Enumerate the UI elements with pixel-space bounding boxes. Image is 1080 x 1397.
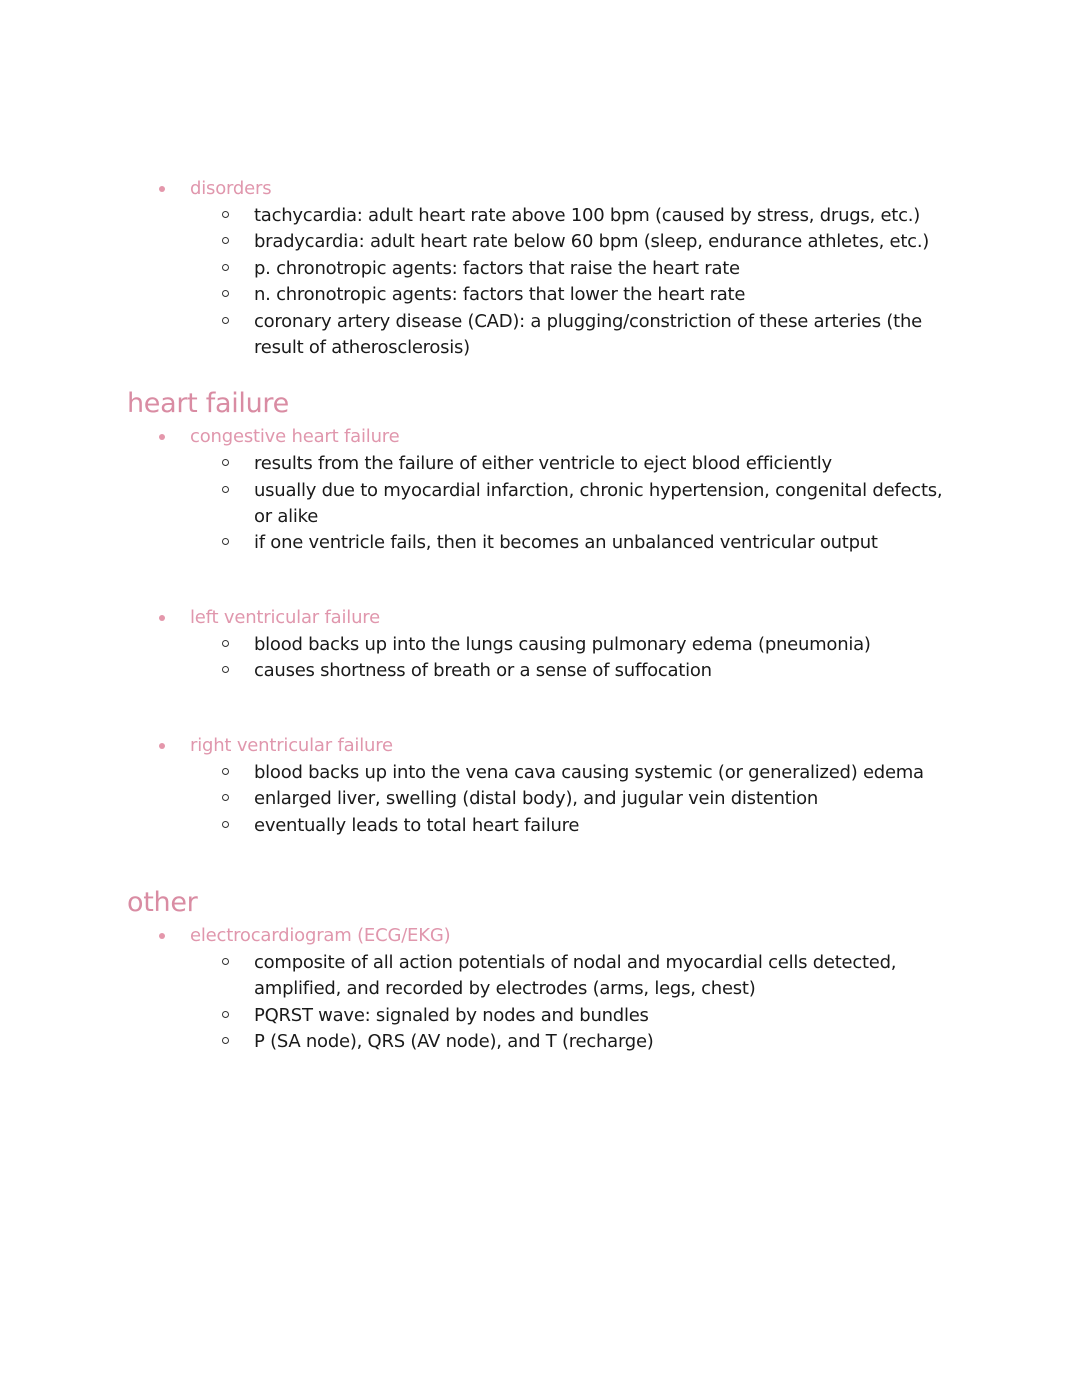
topic-label: congestive heart failure xyxy=(190,426,400,447)
topic-label: left ventricular failure xyxy=(190,607,380,628)
hollow-circle-bullet-icon xyxy=(222,794,229,801)
hollow-circle-bullet-icon xyxy=(222,640,229,647)
list-item-text: causes shortness of breath or a sense of suffocation xyxy=(254,660,712,681)
hollow-circle-bullet-icon xyxy=(222,1011,229,1018)
list-item-text: coronary artery disease (CAD): a plugging/constriction of these arteries (the result of atherosclerosis) xyxy=(254,311,922,359)
hollow-circle-bullet-icon xyxy=(222,958,229,965)
hollow-circle-bullet-icon xyxy=(222,538,229,545)
hollow-circle-bullet-icon xyxy=(222,768,229,775)
list-item-text: results from the failure of either ventricle to eject blood efficiently xyxy=(254,453,832,474)
topic-congestive-heart-failure xyxy=(0,425,1080,451)
hollow-circle-bullet-icon xyxy=(222,264,229,271)
bullet-icon xyxy=(159,615,165,621)
hollow-circle-bullet-icon xyxy=(222,317,229,324)
list-item-text: P (SA node), QRS (AV node), and T (recharge) xyxy=(254,1031,654,1052)
topic-label: right ventricular failure xyxy=(190,735,393,756)
topic-right-ventricular-failure xyxy=(0,734,1080,760)
topic-left-ventricular-failure xyxy=(0,606,1080,632)
hollow-circle-bullet-icon xyxy=(222,821,229,828)
list-item-text: tachycardia: adult heart rate above 100 bpm (caused by stress, drugs, etc.) xyxy=(254,205,920,226)
hollow-circle-bullet-icon xyxy=(222,1037,229,1044)
bullet-icon xyxy=(159,186,165,192)
list-item-text: blood backs up into the vena cava causing systemic (or generalized) edema xyxy=(254,762,924,783)
list-item-text: eventually leads to total heart failure xyxy=(254,815,580,836)
list-item-text: blood backs up into the lungs causing pulmonary edema (pneumonia) xyxy=(254,634,871,655)
hollow-circle-bullet-icon xyxy=(222,211,229,218)
hollow-circle-bullet-icon xyxy=(222,459,229,466)
bullet-icon xyxy=(159,434,165,440)
list-item-text: usually due to myocardial infarction, chronic hypertension, congenital defects, or alike xyxy=(254,480,943,528)
hollow-circle-bullet-icon xyxy=(222,666,229,673)
list-item-text: p. chronotropic agents: factors that raise the heart rate xyxy=(254,258,740,279)
hollow-circle-bullet-icon xyxy=(222,290,229,297)
bullet-icon xyxy=(159,933,165,939)
topic-label: electrocardiogram (ECG/EKG) xyxy=(190,925,451,946)
topic-label: disorders xyxy=(190,178,272,199)
hollow-circle-bullet-icon xyxy=(222,486,229,493)
list-item-text: if one ventricle fails, then it becomes an unbalanced ventricular output xyxy=(254,532,878,553)
list-item-text: PQRST wave: signaled by nodes and bundles xyxy=(254,1005,649,1026)
topic-electrocardiogram xyxy=(0,924,1080,950)
list-item-text: enlarged liver, swelling (distal body), and jugular vein distention xyxy=(254,788,819,809)
hollow-circle-bullet-icon xyxy=(222,237,229,244)
section-heading-heart-failure: heart failure xyxy=(127,388,289,419)
bullet-icon xyxy=(159,743,165,749)
section-heading-other: other xyxy=(127,887,198,918)
topic-disorders xyxy=(0,177,1080,203)
list-item-text: composite of all action potentials of nodal and myocardial cells detected, amplified, and recorded by electrodes (arms, legs, chest) xyxy=(254,952,897,1000)
list-item-text: n. chronotropic agents: factors that lower the heart rate xyxy=(254,284,746,305)
list-item-text: bradycardia: adult heart rate below 60 bpm (sleep, endurance athletes, etc.) xyxy=(254,231,930,252)
